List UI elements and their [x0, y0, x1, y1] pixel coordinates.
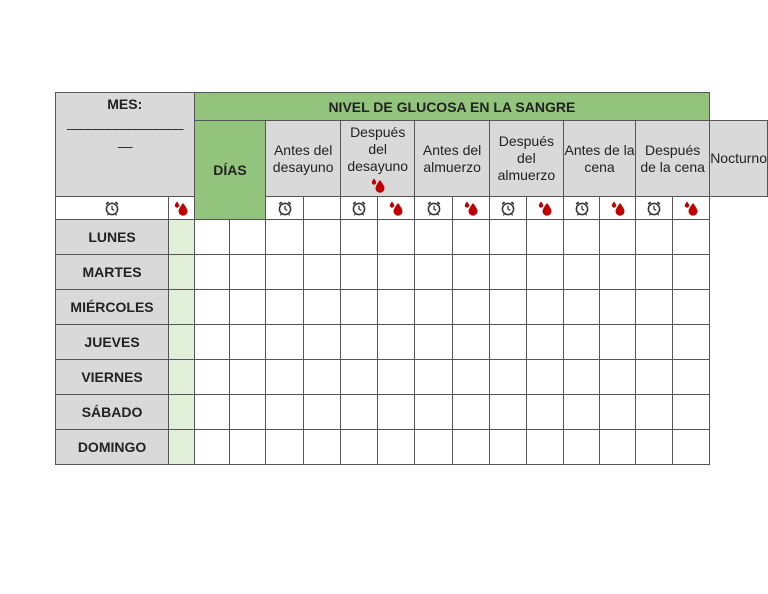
- entry-cell[interactable]: [378, 220, 415, 255]
- entry-cell[interactable]: [526, 220, 563, 255]
- entry-cell[interactable]: [230, 255, 266, 290]
- entry-cell[interactable]: [194, 360, 230, 395]
- entry-cell[interactable]: [600, 360, 636, 395]
- entry-cell[interactable]: [415, 430, 452, 465]
- table-row: [56, 290, 768, 325]
- entry-cell[interactable]: [636, 325, 673, 360]
- entry-cell[interactable]: [340, 430, 377, 465]
- entry-cell[interactable]: [563, 255, 599, 290]
- day-marker-cell[interactable]: [169, 360, 194, 395]
- entry-cell[interactable]: [600, 290, 636, 325]
- blood-drop-icon: [388, 200, 404, 216]
- entry-cell[interactable]: [415, 360, 452, 395]
- time-column-header: [415, 197, 452, 220]
- entry-cell[interactable]: [415, 290, 452, 325]
- glucose-column-header: [526, 197, 563, 220]
- entry-cell[interactable]: [340, 220, 377, 255]
- day-label: SÁBADO: [56, 395, 169, 430]
- entry-cell[interactable]: [563, 325, 599, 360]
- entry-cell[interactable]: [673, 430, 710, 465]
- entry-cell[interactable]: [266, 360, 303, 395]
- time-column-header: [340, 197, 377, 220]
- entry-cell[interactable]: [194, 430, 230, 465]
- entry-cell[interactable]: [673, 220, 710, 255]
- entry-cell[interactable]: [230, 220, 266, 255]
- entry-cell[interactable]: [340, 360, 377, 395]
- period-header: [266, 121, 341, 197]
- entry-cell[interactable]: [452, 360, 489, 395]
- entry-cell[interactable]: [415, 220, 452, 255]
- entry-cell[interactable]: [526, 360, 563, 395]
- entry-cell[interactable]: [452, 290, 489, 325]
- time-column-header: [563, 197, 599, 220]
- period-label: Después de la cena: [640, 141, 705, 175]
- glucose-column-header: [378, 197, 415, 220]
- entry-cell[interactable]: [340, 395, 377, 430]
- day-label: DOMINGO: [56, 430, 169, 465]
- entry-cell[interactable]: [194, 290, 230, 325]
- period-header: [636, 121, 710, 197]
- period-label: Después del desayuno: [347, 124, 409, 174]
- entry-cell[interactable]: [526, 255, 563, 290]
- entry-cell[interactable]: [303, 255, 340, 290]
- glucose-column-header: [600, 197, 636, 220]
- entry-cell[interactable]: [230, 360, 266, 395]
- entry-cell[interactable]: [230, 290, 266, 325]
- entry-cell[interactable]: [194, 395, 230, 430]
- period-header: [489, 121, 563, 197]
- blood-drop-icon: [173, 200, 189, 216]
- day-label: JUEVES: [56, 325, 169, 360]
- entry-cell[interactable]: [489, 220, 526, 255]
- entry-cell[interactable]: [194, 255, 230, 290]
- entry-cell[interactable]: [378, 395, 415, 430]
- entry-cell[interactable]: [266, 430, 303, 465]
- entry-cell[interactable]: [600, 430, 636, 465]
- entry-cell[interactable]: [230, 430, 266, 465]
- alarm-clock-icon: [426, 200, 442, 216]
- month-label: MES:: [107, 96, 143, 112]
- entry-cell[interactable]: [600, 220, 636, 255]
- table-row: [56, 255, 768, 290]
- entry-cell[interactable]: [452, 430, 489, 465]
- entry-cell[interactable]: [563, 430, 599, 465]
- entry-cell[interactable]: [340, 325, 377, 360]
- entry-cell[interactable]: [563, 360, 599, 395]
- alarm-clock-icon: [500, 200, 516, 216]
- entry-cell[interactable]: [266, 395, 303, 430]
- alarm-clock-icon: [574, 200, 590, 216]
- entry-cell[interactable]: [452, 395, 489, 430]
- alarm-clock-icon: [104, 200, 120, 216]
- entry-cell[interactable]: [415, 325, 452, 360]
- entry-cell[interactable]: [415, 395, 452, 430]
- entry-cell[interactable]: [600, 395, 636, 430]
- day-label: MIÉRCOLES: [56, 290, 169, 325]
- entry-cell[interactable]: [489, 360, 526, 395]
- day-label: LUNES: [56, 220, 169, 255]
- entry-cell[interactable]: [230, 395, 266, 430]
- entry-cell[interactable]: [600, 255, 636, 290]
- table-row: [56, 430, 768, 465]
- entry-cell[interactable]: [452, 220, 489, 255]
- table-row: [56, 220, 768, 255]
- day-marker-cell[interactable]: [169, 290, 194, 325]
- day-marker-cell[interactable]: [169, 325, 194, 360]
- entry-cell[interactable]: [673, 395, 710, 430]
- entry-cell[interactable]: [303, 325, 340, 360]
- entry-cell[interactable]: [378, 255, 415, 290]
- blood-drop-icon: [537, 200, 553, 216]
- entry-cell[interactable]: [673, 255, 710, 290]
- entry-cell[interactable]: [636, 220, 673, 255]
- entry-cell[interactable]: [230, 325, 266, 360]
- month-line-2: __: [117, 132, 132, 148]
- entry-cell[interactable]: [266, 290, 303, 325]
- day-label: MARTES: [56, 255, 169, 290]
- glucose-column-header: [303, 197, 340, 220]
- alarm-clock-icon: [646, 200, 662, 216]
- time-column-header: [56, 197, 169, 220]
- day-label: VIERNES: [56, 360, 169, 395]
- entry-cell[interactable]: [489, 395, 526, 430]
- entry-cell[interactable]: [303, 290, 340, 325]
- period-header: [415, 121, 489, 197]
- entry-cell[interactable]: [489, 290, 526, 325]
- entry-cell[interactable]: [378, 430, 415, 465]
- blood-drop-icon: [370, 177, 386, 193]
- time-column-header: [489, 197, 526, 220]
- entry-cell[interactable]: [340, 255, 377, 290]
- entry-cell[interactable]: [489, 325, 526, 360]
- entry-cell[interactable]: [194, 220, 230, 255]
- entry-cell[interactable]: [266, 325, 303, 360]
- month-line: _________________: [67, 114, 183, 130]
- day-marker-cell[interactable]: [169, 395, 194, 430]
- month-cell[interactable]: [56, 93, 195, 197]
- glucose-column-header: [452, 197, 489, 220]
- entry-cell[interactable]: [526, 395, 563, 430]
- alarm-clock-icon: [277, 200, 293, 216]
- entry-cell[interactable]: [673, 290, 710, 325]
- glucose-column-header: [673, 197, 710, 220]
- entry-cell[interactable]: [303, 220, 340, 255]
- entry-cell[interactable]: [636, 360, 673, 395]
- entry-cell[interactable]: [526, 325, 563, 360]
- blood-drop-icon: [683, 200, 699, 216]
- entry-cell[interactable]: [563, 395, 599, 430]
- table-row: [56, 325, 768, 360]
- glucose-column-header: [169, 197, 194, 220]
- time-column-header: [266, 197, 303, 220]
- entry-cell[interactable]: [636, 430, 673, 465]
- entry-cell[interactable]: [636, 290, 673, 325]
- entry-cell[interactable]: [563, 290, 599, 325]
- period-header: [340, 121, 415, 197]
- entry-cell[interactable]: [303, 360, 340, 395]
- period-label: Después del almuerzo: [497, 133, 556, 183]
- table-row: [56, 395, 768, 430]
- entry-cell[interactable]: [378, 360, 415, 395]
- entry-cell[interactable]: [266, 255, 303, 290]
- blood-drop-icon: [463, 200, 479, 216]
- entry-cell[interactable]: [452, 325, 489, 360]
- glucose-log-table: [55, 92, 768, 465]
- period-label: Antes de la cena: [564, 141, 635, 175]
- entry-cell[interactable]: [673, 325, 710, 360]
- entry-cell[interactable]: [563, 220, 599, 255]
- entry-cell[interactable]: [378, 325, 415, 360]
- table-row: [56, 360, 768, 395]
- entry-cell[interactable]: [636, 255, 673, 290]
- entry-cell[interactable]: [526, 430, 563, 465]
- entry-cell[interactable]: [489, 430, 526, 465]
- day-marker-cell[interactable]: [169, 255, 194, 290]
- table-title: NIVEL DE GLUCOSA EN LA SANGRE: [194, 93, 710, 121]
- entry-cell[interactable]: [452, 255, 489, 290]
- entry-cell[interactable]: [636, 395, 673, 430]
- entry-cell[interactable]: [378, 290, 415, 325]
- days-header: DÍAS: [194, 121, 266, 220]
- entry-cell[interactable]: [673, 360, 710, 395]
- period-label: Antes del almuerzo: [422, 141, 482, 175]
- period-label: Nocturno: [710, 150, 767, 166]
- entry-cell[interactable]: [303, 395, 340, 430]
- day-marker-cell[interactable]: [169, 220, 194, 255]
- entry-cell[interactable]: [600, 325, 636, 360]
- alarm-clock-icon: [351, 200, 367, 216]
- entry-cell[interactable]: [526, 290, 563, 325]
- day-marker-cell[interactable]: [169, 430, 194, 465]
- entry-cell[interactable]: [340, 290, 377, 325]
- blood-drop-icon: [610, 200, 626, 216]
- entry-cell[interactable]: [303, 430, 340, 465]
- period-header: [563, 121, 635, 197]
- entry-cell[interactable]: [266, 220, 303, 255]
- entry-cell[interactable]: [489, 255, 526, 290]
- period-label: Antes del desayuno: [272, 141, 334, 175]
- entry-cell[interactable]: [194, 325, 230, 360]
- time-column-header: [636, 197, 673, 220]
- period-header: [710, 121, 768, 197]
- entry-cell[interactable]: [415, 255, 452, 290]
